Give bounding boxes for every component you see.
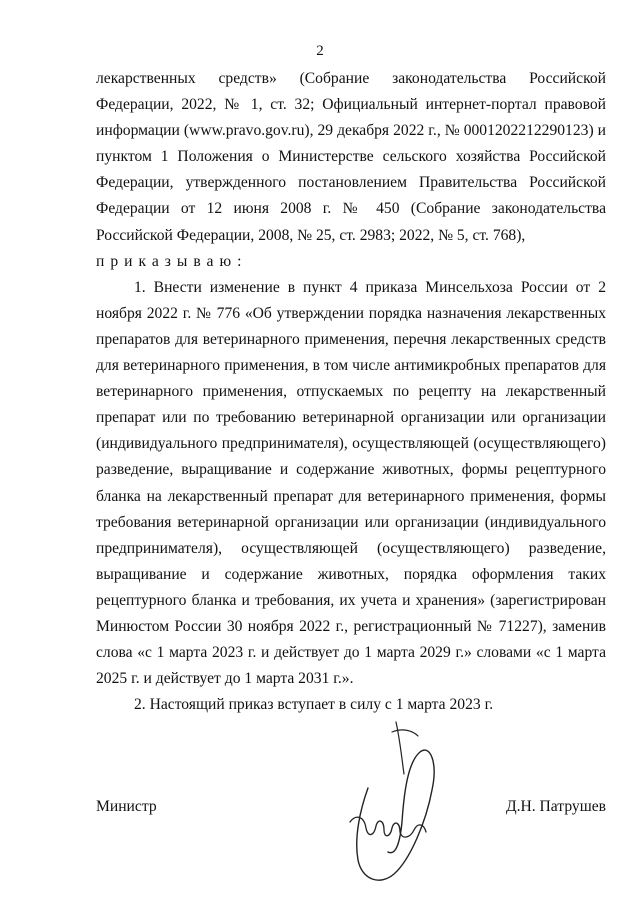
signatory-title: Министр (96, 798, 157, 815)
handwritten-signature (340, 710, 450, 890)
paragraph-preamble: лекарственных средств» (Собрание законодательства Российской Федерации, 2022, № 1, ст. 32; Официальный интернет-портал правовой информации (www.pravo.gov.ru), 29 декабря 2022 г., № 0001202212290123) и пунктом 1 Положения о Министерстве сельского хозяйства Российской Федерации, утвержденного постановлением Правительства Российской Федерации от 12 июня 2008 г. № 450 (Собрание законодательства Российской Федерации, 2008, № 25, ст. 2983; 2022, № 5, ст. 768), (96, 70, 606, 244)
signatory-name: Д.Н. Патрушев (505, 798, 606, 815)
paragraph-order-word: приказываю: (96, 252, 248, 270)
document-body (96, 66, 606, 718)
page-number: 2 (316, 43, 324, 59)
paragraph-item-1: 1. Внести изменение в пункт 4 приказа Минсельхоза России от 2 ноября 2022 г. № 776 «Об утверждении порядка назначения лекарственных препаратов для ветеринарного применения, перечня лекарственных средств для ветеринарного применения, в том числе антимикробных препаратов для ветеринарного применения, отпускаемых по рецепту на лекарственный препарат или по требованию ветеринарной организации или организации (индивидуального предпринимателя), осуществляющей (осуществляющего) разведение, выращивание и содержание животных, формы рецептурного бланка на лекарственный препарат для ветеринарного применения, формы требования ветеринарной организации или организации (индивидуального предпринимателя), осуществляющей (осуществляющего) разведение, выращивание и содержание животных, порядка оформления таких рецептурного бланка и требования, их учета и хранения» (зарегистрирован Минюстом России 30 ноября 2022 г., регистрационный № 71227), заменив слова «с 1 марта 2023 г. и действует до 1 марта 2029 г.» словами «с 1 марта 2025 г. и действует до 1 марта 2031 г.». (96, 278, 606, 688)
paragraph-item-2: 2. Настоящий приказ вступает в силу с 1 марта 2023 г. (134, 696, 494, 714)
